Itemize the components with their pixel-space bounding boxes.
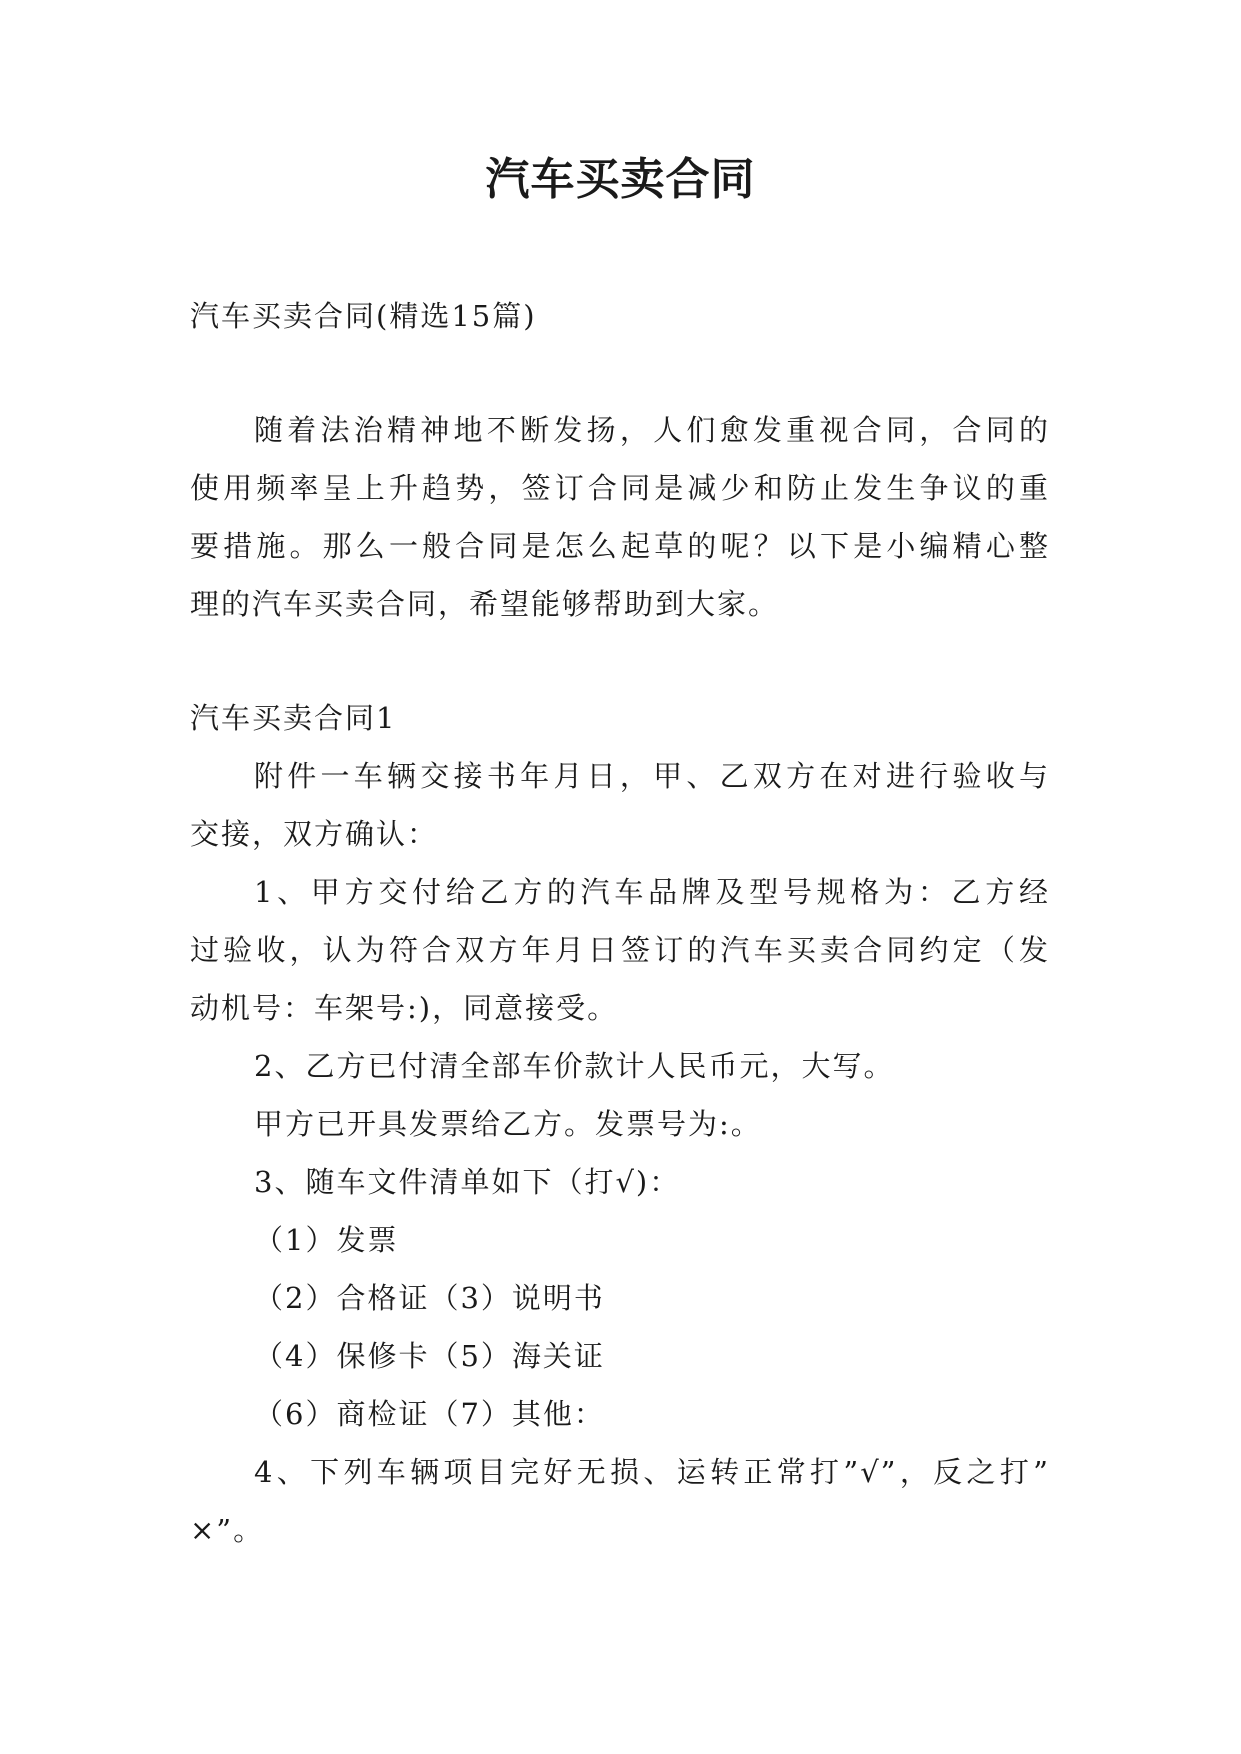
intro-paragraph-line: 随着法治精神地不断发扬，人们愈发重视合同，合同的 [254, 413, 1050, 447]
body-line: 1、甲方交付给乙方的汽车品牌及型号规格为：乙方经 [254, 875, 1050, 909]
body-line: 3、随车文件清单如下（打√)： [254, 1165, 681, 1199]
list-item: （2）合格证（3）说明书 [254, 1281, 605, 1315]
body-line: 附件一车辆交接书年月日，甲、乙双方在对进行验收与 [254, 759, 1050, 793]
body-line: 4、下列车辆项目完好无损、运转正常打”√”，反之打” [254, 1455, 1050, 1489]
list-item: （1）发票 [254, 1223, 399, 1257]
body-line: 过验收，认为符合双方年月日签订的汽车买卖合同约定（发 [190, 933, 1050, 967]
body-line: ×”。 [190, 1513, 265, 1547]
body-line: 动机号：车架号:)，同意接受。 [190, 991, 619, 1025]
intro-paragraph-line: 理的汽车买卖合同，希望能够帮助到大家。 [190, 587, 780, 621]
body-line: 甲方已开具发票给乙方。发票号为:。 [254, 1107, 762, 1141]
list-item: （4）保修卡（5）海关证 [254, 1339, 605, 1373]
document-title: 汽车买卖合同 [485, 154, 756, 205]
list-item: （6）商检证（7）其他： [254, 1397, 605, 1431]
section-heading: 汽车买卖合同1 [190, 701, 397, 735]
intro-paragraph-line: 要措施。那么一般合同是怎么起草的呢？以下是小编精心整 [190, 529, 1050, 563]
document-subtitle: 汽车买卖合同(精选15篇) [190, 299, 537, 333]
body-line: 交接，双方确认： [190, 817, 439, 851]
intro-paragraph-line: 使用频率呈上升趋势，签订合同是减少和防止发生争议的重 [190, 471, 1050, 505]
body-line: 2、乙方已付清全部车价款计人民币元，大写。 [254, 1049, 895, 1083]
